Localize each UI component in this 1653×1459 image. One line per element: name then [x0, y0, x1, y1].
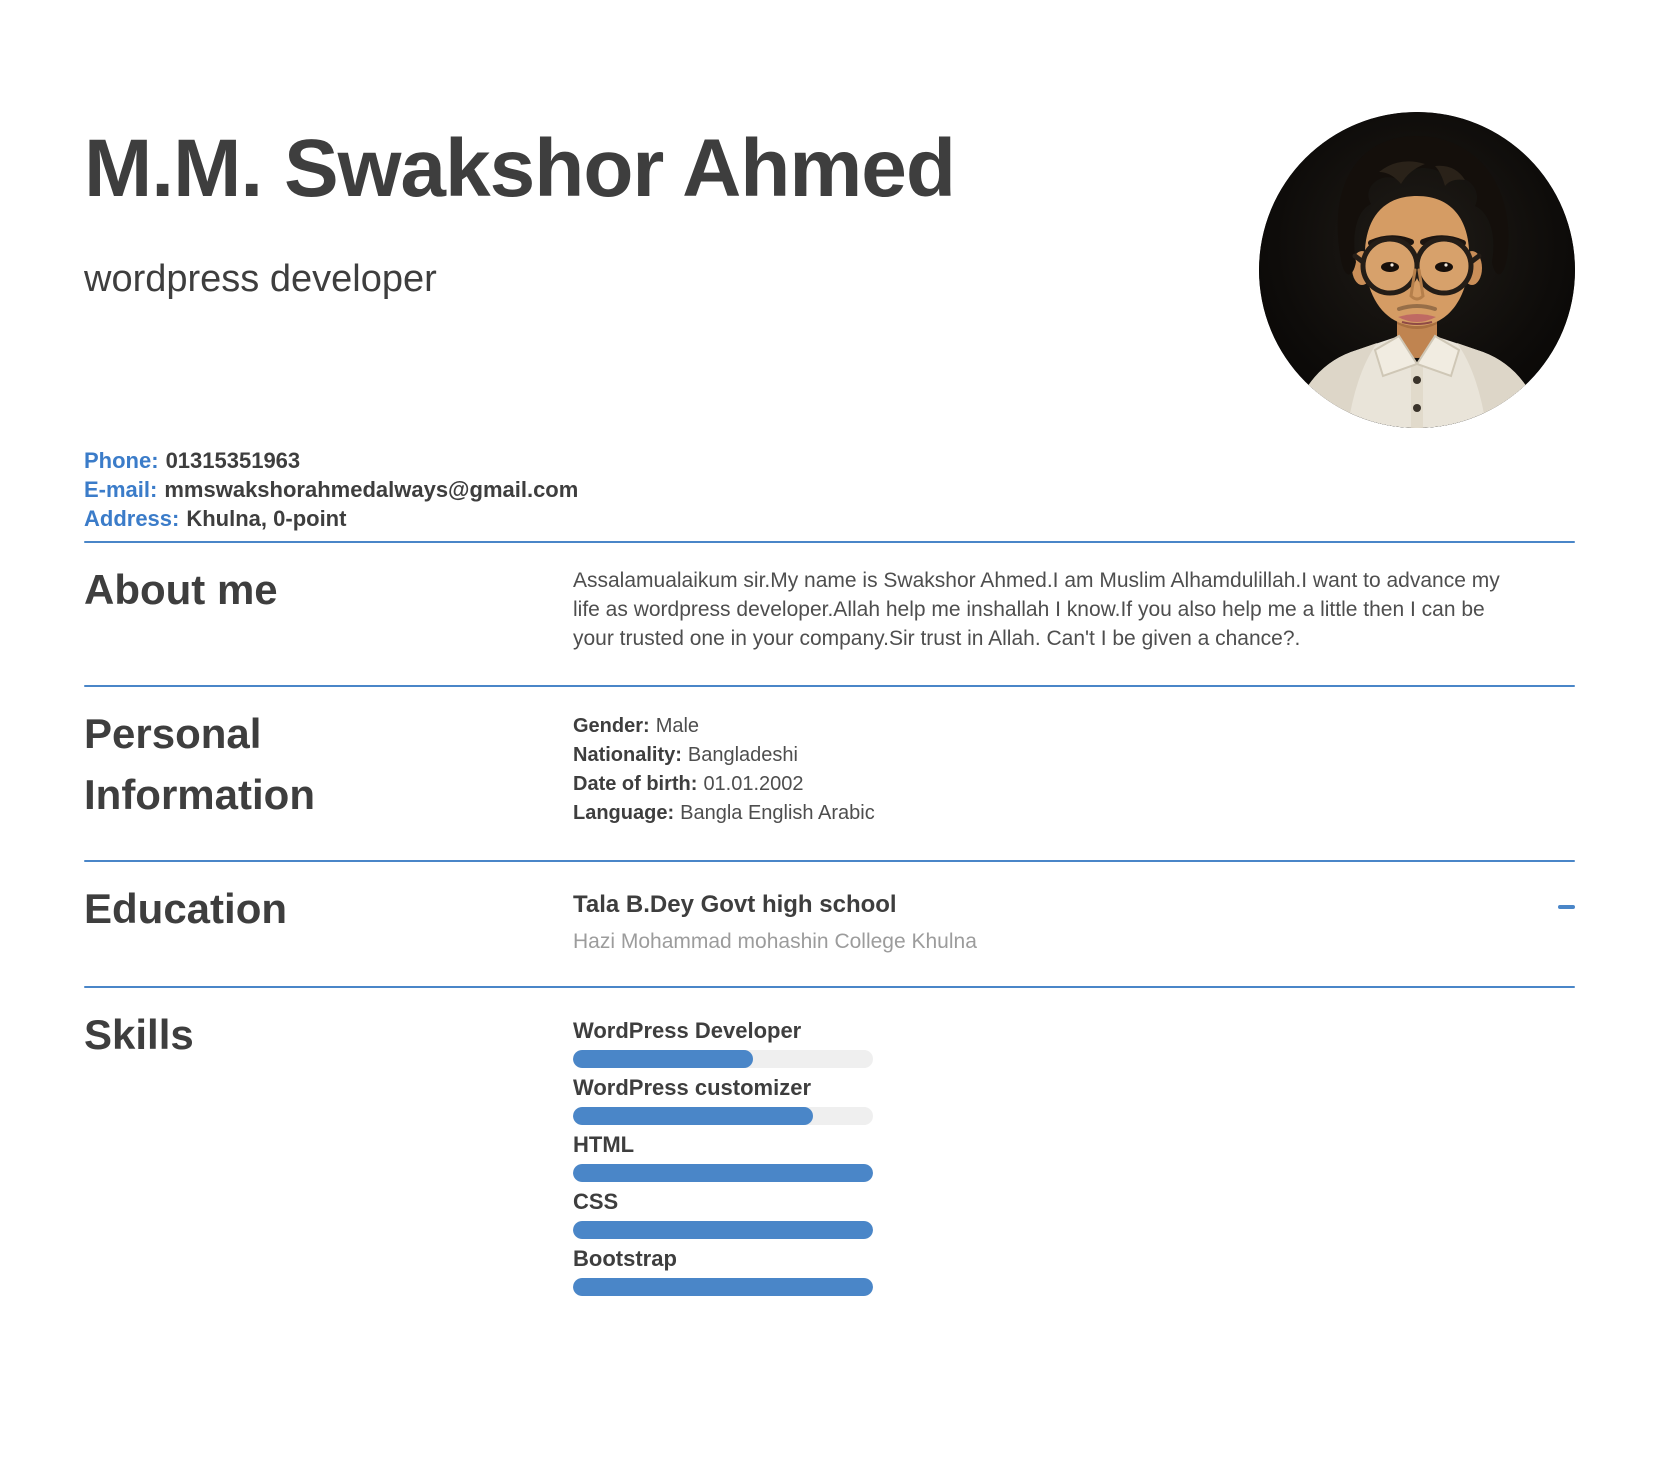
nationality-value: Bangladeshi [687, 744, 798, 766]
section-education [84, 862, 1575, 978]
language-value: Bangla English Arabic [680, 802, 875, 824]
contact-block [84, 446, 1575, 533]
date-of-birth-value: 01.01.2002 [703, 773, 804, 795]
contact-row-phone [84, 446, 1575, 475]
education-entry [573, 891, 977, 954]
address-value: Khulna, 0-point [186, 506, 347, 531]
skill-name: WordPress customizer [573, 1075, 812, 1100]
job-title: wordpress developer [84, 258, 437, 301]
info-row-nationality [573, 741, 1575, 770]
gender-label: Gender: [573, 715, 650, 737]
skill-name: CSS [573, 1189, 619, 1214]
education-bullet-dash [1558, 905, 1575, 909]
skills-list [573, 1019, 1575, 1304]
contact-row-address [84, 504, 1575, 533]
date-of-birth-label: Date of birth: [573, 773, 698, 795]
header [84, 112, 1575, 428]
education-body [573, 879, 1575, 954]
info-row-date-of-birth [573, 770, 1575, 799]
section-skills [84, 988, 1575, 1328]
skill-progress-fill [573, 1278, 873, 1296]
skill-name: HTML [573, 1132, 635, 1157]
skills-heading: Skills [84, 1011, 194, 1058]
section-about [84, 543, 1575, 677]
skill-item [573, 1247, 1575, 1296]
address-label: Address: [84, 506, 180, 531]
email-label: E-mail: [84, 477, 158, 502]
language-label: Language: [573, 802, 675, 824]
skill-name: Bootstrap [573, 1246, 677, 1271]
skill-progress-fill [573, 1107, 813, 1125]
person-portrait-illustration [1259, 112, 1575, 428]
skill-progressbar [573, 1164, 873, 1182]
skill-progressbar [573, 1221, 873, 1239]
phone-value: 01315351963 [165, 448, 301, 473]
education-college: Hazi Mohammad mohashin College Khulna [573, 930, 977, 953]
education-school: Tala B.Dey Govt high school [573, 891, 897, 918]
education-heading: Education [84, 885, 288, 932]
skill-progressbar [573, 1278, 873, 1296]
skill-item [573, 1019, 1575, 1068]
skill-item [573, 1133, 1575, 1182]
skill-name: WordPress Developer [573, 1018, 802, 1043]
skill-item [573, 1190, 1575, 1239]
title-block [84, 112, 955, 301]
profile-photo [1259, 112, 1575, 428]
email-value: mmswakshorahmedalways@gmail.com [164, 477, 579, 502]
nationality-label: Nationality: [573, 744, 682, 766]
gender-value: Male [655, 715, 700, 737]
skill-progress-fill [573, 1164, 873, 1182]
skill-progressbar [573, 1050, 873, 1068]
about-heading: About me [84, 566, 278, 613]
personal-information-rows [573, 712, 1575, 828]
skill-item [573, 1076, 1575, 1125]
info-row-gender [573, 712, 1575, 741]
personal-information-heading: Personal Information [84, 710, 315, 818]
phone-label: Phone: [84, 448, 159, 473]
skill-progress-fill [573, 1221, 873, 1239]
info-row-language [573, 799, 1575, 828]
skill-progress-fill [573, 1050, 753, 1068]
skill-progressbar [573, 1107, 873, 1125]
person-name: M.M. Swakshor Ahmed [84, 123, 955, 214]
about-text: Assalamualaikum sir.My name is Swakshor Ahmed.I am Muslim Alhamdulillah.I want to advance my life as wordpress developer.Allah help me inshallah I know.If you also help me a little then I can be your trusted one in your company.Sir trust in Allah. Can't I be given a chance?. [573, 569, 1500, 650]
section-personal-information [84, 687, 1575, 852]
contact-row-email [84, 475, 1575, 504]
